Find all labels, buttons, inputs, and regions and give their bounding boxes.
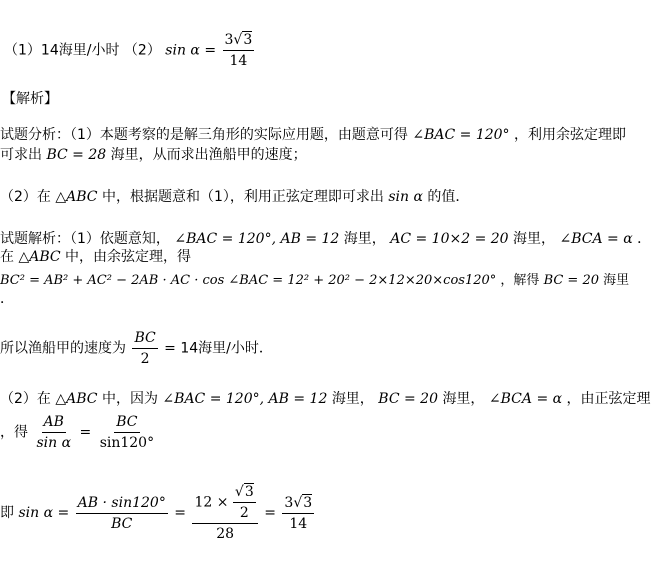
frac-den: BC	[111, 515, 133, 532]
analysis-text: 中，根据题意和（1），利用正弦定理即可求出	[101, 189, 384, 205]
solution-line-5	[0, 328, 273, 369]
frac-den: 14	[289, 515, 308, 532]
frac-num: BC	[132, 328, 157, 349]
solution-text: 海里	[603, 273, 630, 288]
solution-math: ∠BAC = 120°, AB = 12	[174, 231, 340, 247]
frac-num-coef: 12 ×	[194, 494, 229, 511]
frac-den: sin120°	[99, 435, 155, 451]
answer-part1-value: 14海里/小时	[40, 42, 120, 59]
solution-math: BC = 20	[543, 273, 600, 288]
solution-text: ，解得	[500, 273, 540, 288]
solution-line-8: 即 sin α = $\frac{AB \cdot \sin 120^\circ}{BC}$ = 12 × $\frac{√3}{2}$ 28 = $\frac{3√3}{14}$	[0, 484, 313, 542]
solution-math: BC = 20	[378, 391, 438, 407]
solution-line-3	[0, 272, 629, 290]
answer-fraction: $\frac{3√3}{14}$	[224, 32, 253, 69]
nested-den: 2	[239, 505, 249, 521]
answer-den: 14	[229, 53, 248, 69]
solution-line-1	[0, 230, 651, 248]
frac-den: 28	[216, 526, 235, 542]
frac-den: sin α	[36, 435, 72, 451]
analysis-text: 可求出	[0, 147, 42, 163]
analysis-text: （2）在	[0, 189, 51, 205]
solution-math: △ABC	[18, 249, 61, 265]
solution-text: 海里，	[343, 231, 386, 247]
solution-math: ∠BCA = α	[559, 231, 633, 247]
answer-num-coef: 3	[224, 32, 234, 48]
sine-ratio-left	[34, 412, 73, 453]
answer-sin-alpha: sin α =	[165, 42, 217, 59]
solution-text: ．	[637, 231, 651, 247]
speed-fraction	[132, 328, 157, 369]
answer-line	[4, 30, 256, 71]
frac-num	[192, 482, 257, 524]
sin-alpha-frac-3: $\frac{3√3}{14}$	[284, 494, 313, 532]
answer-num-rad: 3	[243, 32, 253, 48]
solution-math: BC² = AB² + AC² − 2AB · AC · cos ∠BAC = 12² + 20² − 2×12×20×cos120°	[0, 273, 497, 288]
solution-text: 中，由余弦定理，得	[65, 249, 192, 265]
analysis-math: △ABC	[55, 189, 98, 205]
nested-frac: $\frac{√3}{2}$	[234, 484, 254, 521]
analysis-text: 试题分析：（1）本题考察的是解三角形的实际应用题，由题意可得	[0, 127, 408, 143]
solution-line-7: ，得 $\frac{AB}{\text{sin α}}$ = $\frac{BC}{\sin 120^\circ}$	[0, 414, 155, 451]
analysis-text: 的值．	[427, 189, 470, 205]
sin-alpha-frac-2	[192, 482, 257, 544]
frac-num: BC	[114, 412, 139, 433]
solution-text: ，由正弦定理	[566, 391, 651, 407]
solution-text: = 14海里/小时．	[164, 340, 273, 357]
frac-num: AB · sin120°	[76, 493, 168, 514]
sin-alpha-frac-1	[76, 493, 168, 534]
frac-num-rad: 3	[303, 494, 313, 511]
analysis-text: ，利用余弦定理即	[514, 127, 627, 143]
solution-line-6	[0, 390, 651, 408]
analysis-line-2	[0, 146, 307, 164]
solution-text: 海里，	[442, 391, 485, 407]
frac-num: AB	[42, 412, 66, 433]
solution-math: AC = 10×2 = 20	[390, 231, 509, 247]
frac-den: 2	[140, 351, 150, 367]
solution-text: 试题解析：（1）依题意知，	[0, 231, 170, 247]
solution-line-4: ．	[0, 291, 14, 307]
solution-math: sin α =	[18, 505, 70, 521]
frac-num-coef: 3	[284, 494, 294, 511]
analysis-text: 海里，从而求出渔船甲的速度；	[110, 147, 307, 163]
analysis-line-3	[0, 188, 469, 206]
sine-ratio-right	[98, 412, 156, 453]
analysis-math: BC = 28	[46, 147, 107, 163]
solution-text: 在	[0, 249, 14, 265]
solution-text: 海里，	[331, 391, 374, 407]
solution-math: △ABC	[55, 391, 98, 407]
answer-part1-label: （1）	[4, 42, 41, 59]
solution-text: （2）在	[0, 391, 51, 407]
solution-line-2	[0, 248, 191, 266]
section-header: 【解析】	[2, 91, 58, 107]
solution-text: 即	[0, 505, 14, 521]
solution-text: ，得	[0, 424, 28, 441]
solution-math: ∠BAC = 120°, AB = 12	[162, 391, 328, 407]
solution-math: ∠BCA = α	[488, 391, 563, 407]
nested-rad: 3	[244, 484, 254, 500]
analysis-line-1	[0, 126, 626, 144]
answer-part2-label: （2）	[123, 42, 161, 59]
solution-text: 所以渔船甲的速度为	[0, 340, 126, 357]
analysis-math: sin α	[388, 189, 423, 205]
solution-text: 海里，	[513, 231, 556, 247]
analysis-math: ∠BAC = 120°	[412, 127, 510, 143]
solution-text: 中，因为	[101, 391, 158, 407]
